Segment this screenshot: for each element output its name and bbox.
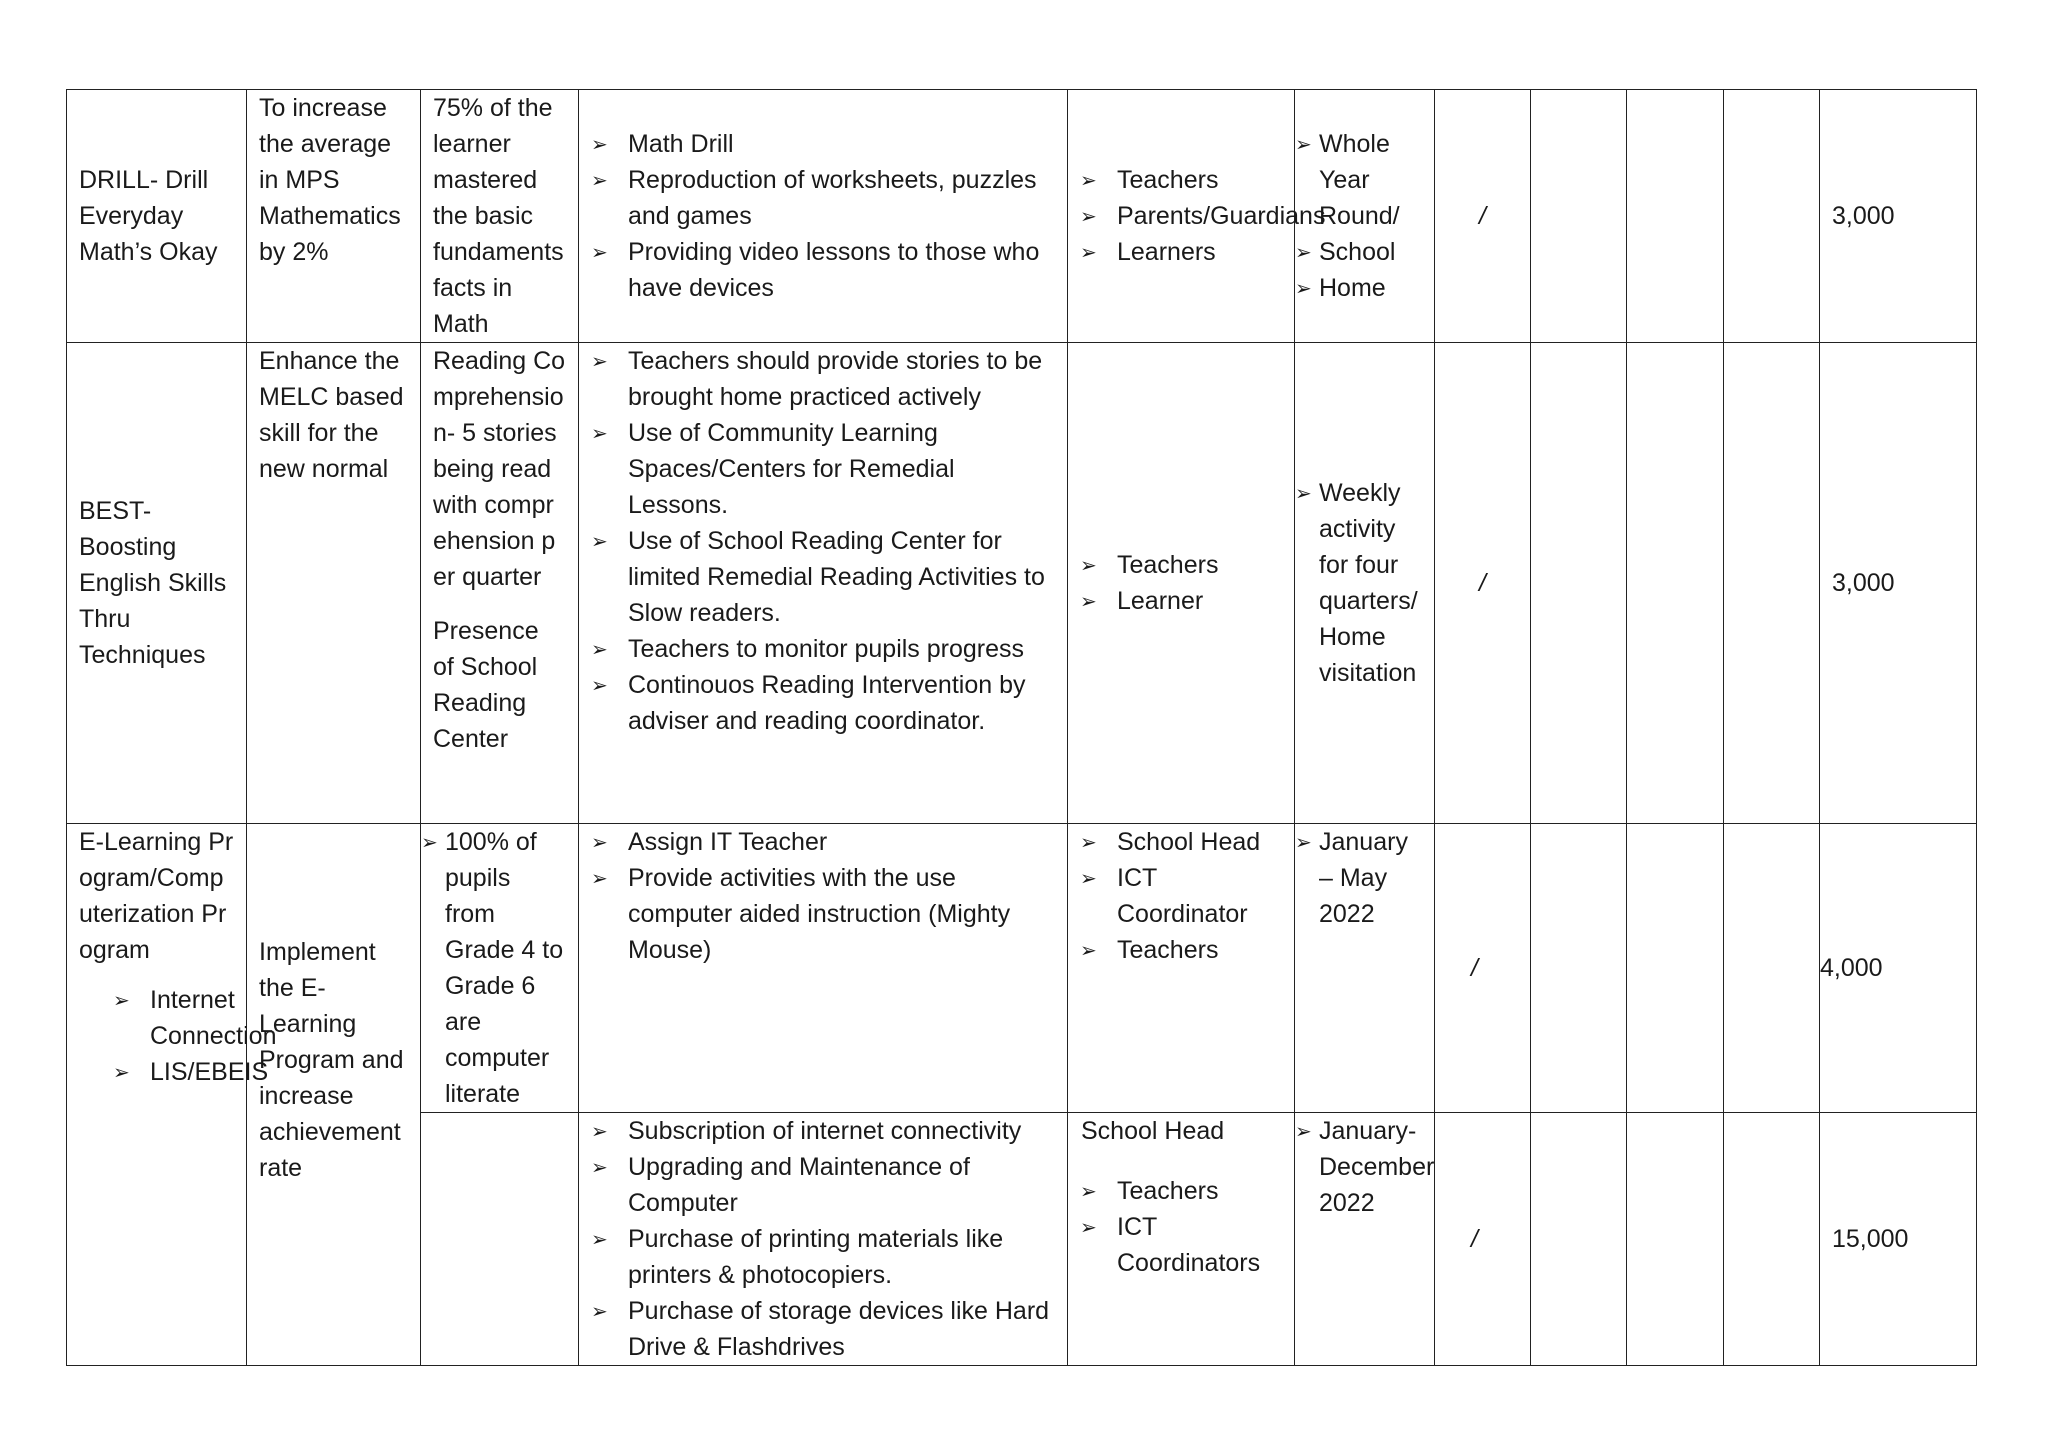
list-item: ➢ Subscription of internet connectivity	[591, 1113, 1055, 1149]
list-item: ➢ Use of Community Learning Spaces/Centers for Remedial Lessons.	[591, 415, 1055, 523]
empty-cell	[1627, 90, 1724, 343]
activities-cell	[579, 824, 1068, 1113]
empty-cell	[1724, 90, 1820, 343]
amount-cell: 15,000	[1820, 1113, 1977, 1366]
timeline-cell	[1295, 824, 1435, 1113]
list-item: ➢ Use of School Reading Center for limited Remedial Reading Activities to Slow readers.	[591, 523, 1055, 631]
list-item: ➢ January – May 2022	[1297, 824, 1422, 932]
list-item: ➢ Internet Connection	[113, 982, 234, 1054]
list-item: ➢ Learners	[1080, 234, 1282, 270]
table-row	[67, 90, 1977, 343]
activities-cell	[579, 90, 1068, 343]
list-item: ➢ Whole Year Round/	[1297, 126, 1422, 234]
status-mark: /	[1435, 1113, 1531, 1366]
persons-cell	[1068, 90, 1326, 343]
list-item: ➢ Upgrading and Maintenance of Computer	[591, 1149, 1055, 1221]
list-item: ➢ Assign IT Teacher	[591, 824, 1055, 860]
timeline-list	[1297, 126, 1422, 306]
target-cell: 75% of the learner mastered the basic fundaments facts in Math	[421, 90, 579, 343]
table-row	[67, 343, 1977, 824]
list-item: ➢ Math Drill	[591, 126, 1055, 162]
target-list	[423, 824, 566, 1112]
list-item: ➢ School Head	[1080, 824, 1282, 860]
activities-cell	[579, 1113, 1068, 1366]
objective-cell: Enhance the MELC based skill for the new normal	[247, 343, 421, 824]
empty-cell	[1627, 1113, 1724, 1366]
status-mark: /	[1435, 824, 1531, 1113]
target-cell	[421, 824, 579, 1113]
list-item: ➢ Teachers to monitor pupils progress	[591, 631, 1055, 667]
list-item: ➢ Continouos Reading Intervention by adviser and reading coordinator.	[591, 667, 1055, 739]
amount-cell: 4,000	[1820, 824, 1977, 1113]
empty-cell	[1531, 90, 1627, 343]
persons-list	[1080, 824, 1282, 968]
objective-cell: To increase the average in MPS Mathematics by 2%	[247, 90, 421, 343]
list-item: ➢ Home	[1297, 270, 1422, 306]
persons-list	[1080, 547, 1282, 619]
list-item: ➢ Weekly activity for four quarters/ Home visitation	[1297, 475, 1422, 691]
list-item: ➢ ICT Coordinators	[1080, 1209, 1282, 1281]
empty-cell	[1724, 824, 1820, 1113]
list-item: ➢ 100% of pupils from Grade 4 to Grade 6 are computer literate	[423, 824, 566, 1112]
amount-cell: 3,000	[1820, 90, 1977, 343]
list-item: ➢ Teachers	[1080, 932, 1282, 968]
program-title: E-Learning Program/Computerization Program	[79, 828, 234, 964]
persons-list	[1080, 1173, 1282, 1281]
target-text: Presence of School Reading Center	[433, 617, 539, 753]
list-item: ➢ Purchase of storage devices like Hard Drive & Flashdrives	[591, 1293, 1055, 1365]
list-item: ➢ Parents/Guardians	[1080, 198, 1282, 234]
status-mark: /	[1435, 343, 1531, 824]
objective-cell: Implement the E-Learning Program and increase achievement rate	[247, 824, 421, 1366]
amount-cell: 3,000	[1820, 343, 1977, 824]
timeline-cell	[1295, 1113, 1435, 1366]
target-cell	[421, 343, 579, 824]
list-item: ➢ Providing video lessons to those who have devices	[591, 234, 1055, 306]
timeline-list	[1297, 1113, 1435, 1221]
persons-cell	[1068, 824, 1295, 1113]
timeline-cell	[1295, 90, 1435, 343]
list-item: ➢ Learner	[1080, 583, 1282, 619]
activities-list	[591, 1113, 1055, 1365]
persons-head: School Head	[1081, 1117, 1225, 1145]
empty-cell	[1531, 824, 1627, 1113]
empty-cell	[1531, 1113, 1627, 1366]
plan-table	[66, 89, 1977, 1366]
activities-list	[591, 126, 1055, 306]
empty-cell	[1724, 343, 1820, 824]
list-item: ➢ Purchase of printing materials like printers & photocopiers.	[591, 1221, 1055, 1293]
list-item: ➢ January- December 2022	[1297, 1113, 1422, 1221]
persons-cell	[1068, 343, 1295, 824]
list-item: ➢ Teachers	[1080, 547, 1282, 583]
target-cell	[421, 1113, 579, 1366]
timeline-list	[1297, 475, 1422, 691]
timeline-list	[1297, 824, 1422, 932]
empty-cell	[1627, 343, 1724, 824]
persons-list	[1080, 162, 1326, 270]
list-item: ➢ Teachers	[1080, 162, 1282, 198]
list-item: ➢ Reproduction of worksheets, puzzles and games	[591, 162, 1055, 234]
program-cell: BEST- Boosting English Skills Thru Techniques	[67, 343, 247, 824]
list-item: ➢ Teachers	[1080, 1173, 1282, 1209]
status-mark: /	[1435, 90, 1531, 343]
list-item: ➢ Teachers should provide stories to be brought home practiced actively	[591, 343, 1055, 415]
program-cell	[67, 824, 277, 1366]
list-item: ➢ Provide activities with the use computer aided instruction (Mighty Mouse)	[591, 860, 1055, 968]
table-row	[67, 824, 1977, 1113]
empty-cell	[1627, 824, 1724, 1113]
program-subitems	[79, 982, 277, 1090]
activities-cell	[579, 343, 1068, 824]
list-item: ➢ School	[1297, 234, 1422, 270]
target-text: Reading Comprehension- 5 stories being read with comprehension per quarter	[433, 347, 566, 591]
persons-cell	[1068, 1113, 1295, 1366]
list-item: ➢ LIS/EBEIS	[113, 1054, 234, 1090]
activities-list	[591, 824, 1055, 968]
list-item: ➢ ICT Coordinator	[1080, 860, 1282, 932]
empty-cell	[1724, 1113, 1820, 1366]
program-cell: DRILL- Drill Everyday Math’s Okay	[67, 90, 247, 343]
empty-cell	[1531, 343, 1627, 824]
timeline-cell	[1295, 343, 1435, 824]
activities-list	[591, 343, 1055, 739]
